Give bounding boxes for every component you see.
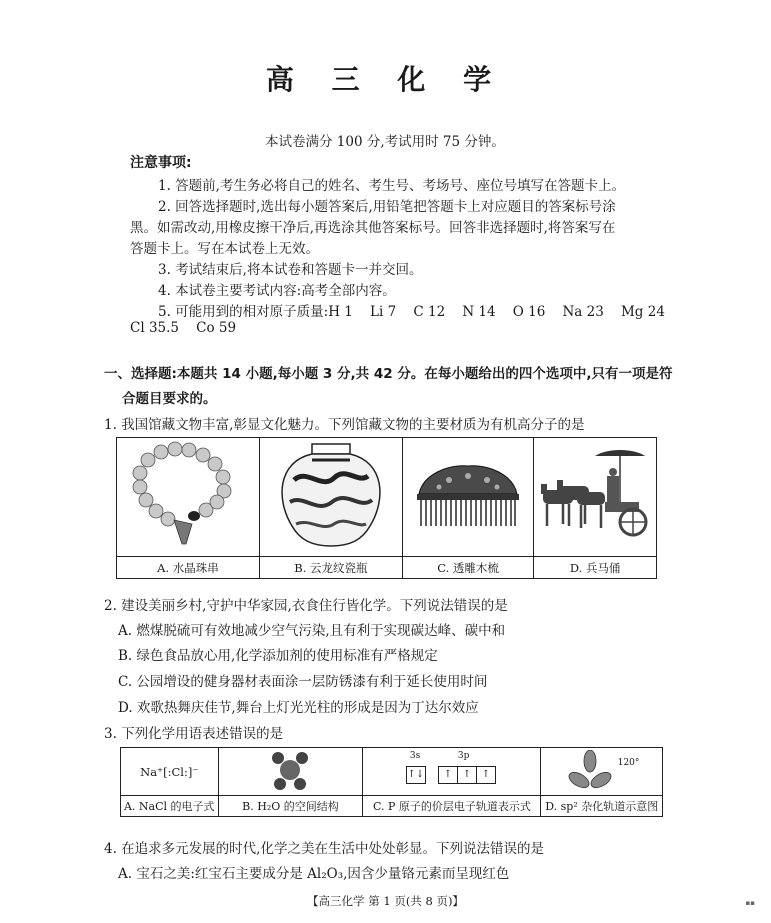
orbital-label-3s: 3s <box>409 750 421 761</box>
option-a-caption: A. NaCl 的电子式 <box>121 796 219 817</box>
question-3-stem: 3. 下列化学用语表述错误的是 <box>104 726 284 742</box>
option-d-caption: D. 兵马俑 <box>534 557 657 579</box>
question-2-option: D. 欢歌热舞庆佳节,舞台上灯光光柱的形成是因为丁达尔效应 <box>118 700 479 716</box>
notice-title: 注意事项: <box>130 155 192 171</box>
chariot-icon <box>537 446 653 546</box>
note-line: 1. 答题前,考生务必将自己的姓名、考生号、考场号、座位号填写在答题卡上。 <box>158 178 625 194</box>
question-1-stem: 1. 我国馆藏文物丰富,彰显文化魅力。下列馆藏文物的主要材质为有机高分子的是 <box>104 417 585 433</box>
option-c-caption: C. 透雕木梳 <box>402 557 533 579</box>
section-heading: 一、选择题:本题共 14 小题,每小题 3 分,共 42 分。在每小题给出的四个选项中,只有一项是符 <box>104 366 673 382</box>
porcelain-vase-image <box>259 438 402 557</box>
note-line: 4. 本试卷主要考试内容:高考全部内容。 <box>158 283 396 299</box>
option-c-caption: C. P 原子的价层电子轨道表示式 <box>363 796 541 817</box>
corner-mark: ▪▪ <box>745 899 755 907</box>
question-2-stem: 2. 建设美丽乡村,守护中华家园,衣食住行皆化学。下列说法错误的是 <box>104 598 508 614</box>
question-2-option: B. 绿色食品放心用,化学添加剂的使用标准有严格规定 <box>118 648 438 664</box>
q3-table <box>120 747 663 817</box>
note-line: 3. 考试结束后,将本试卷和答题卡一并交回。 <box>158 262 423 278</box>
p-orbital-diagram <box>363 748 541 796</box>
angle-label: 120° <box>617 757 640 768</box>
sp2-orbital-icon <box>562 750 622 794</box>
terracotta-chariot-image <box>534 438 657 557</box>
crystal-bead-image <box>117 438 260 557</box>
note-line: 2. 回答选择题时,选出每小题答案后,用铅笔把答题卡上对应题目的答案标号涂 <box>158 199 616 215</box>
section-heading-cont: 合题目要求的。 <box>122 391 217 407</box>
question-4-option: A. 宝石之美:红宝石主要成分是 Al₂O₃,因含少量铬元素而呈现红色 <box>118 866 510 882</box>
orbital-box-3s: ↑↓ <box>406 766 426 784</box>
water-structure <box>218 748 363 796</box>
option-a-caption: A. 水晶珠串 <box>117 557 260 579</box>
note-line: 黑。如需改动,用橡皮擦干净后,再选涂其他答案标号。回答非选择题时,将答案写在 <box>130 220 616 236</box>
option-b-caption: B. H₂O 的空间结构 <box>218 796 363 817</box>
vase-icon <box>272 440 390 552</box>
orbital-box-3p: ↑ <box>476 766 496 784</box>
crystal-bead-icon <box>128 440 248 552</box>
question-4-stem: 4. 在追求多元发展的时代,化学之美在生活中处处彰显。下列说法错误的是 <box>104 841 544 857</box>
option-b-caption: B. 云龙纹瓷瓶 <box>259 557 402 579</box>
note-line: Cl 35.5 Co 59 <box>130 320 237 336</box>
wooden-comb-image <box>402 438 533 557</box>
page-footer: 【高三化学 第 1 页(共 8 页)】 <box>307 894 464 908</box>
scoring-info: 本试卷满分 100 分,考试用时 75 分钟。 <box>265 134 505 150</box>
orbital-box-3p: ↑ <box>457 766 477 784</box>
option-d-caption: D. sp² 杂化轨道示意图 <box>541 796 663 817</box>
question-2-option: A. 燃煤脱硫可有效地减少空气污染,且有利于实现碳达峰、碳中和 <box>118 623 506 639</box>
nacl-electron-formula: Na⁺[:Cl:]⁻ <box>121 748 219 796</box>
note-line: 5. 可能用到的相对原子质量:H 1 Li 7 C 12 N 14 O 16 Na 23 Mg 24 <box>158 304 665 320</box>
comb-icon <box>409 456 527 536</box>
question-2-option: C. 公园增设的健身器材表面涂一层防锈漆有利于延长使用时间 <box>118 674 488 690</box>
q1-image-table <box>116 437 657 579</box>
page-title: 高 三 化 学 <box>265 63 506 96</box>
sp2-orbital-diagram <box>541 748 663 796</box>
water-molecule-icon <box>268 748 312 792</box>
orbital-label-3p: 3p <box>457 750 470 761</box>
orbital-box-3p: ↑ <box>438 766 458 784</box>
note-line: 答题卡上。写在本试卷上无效。 <box>130 241 319 257</box>
